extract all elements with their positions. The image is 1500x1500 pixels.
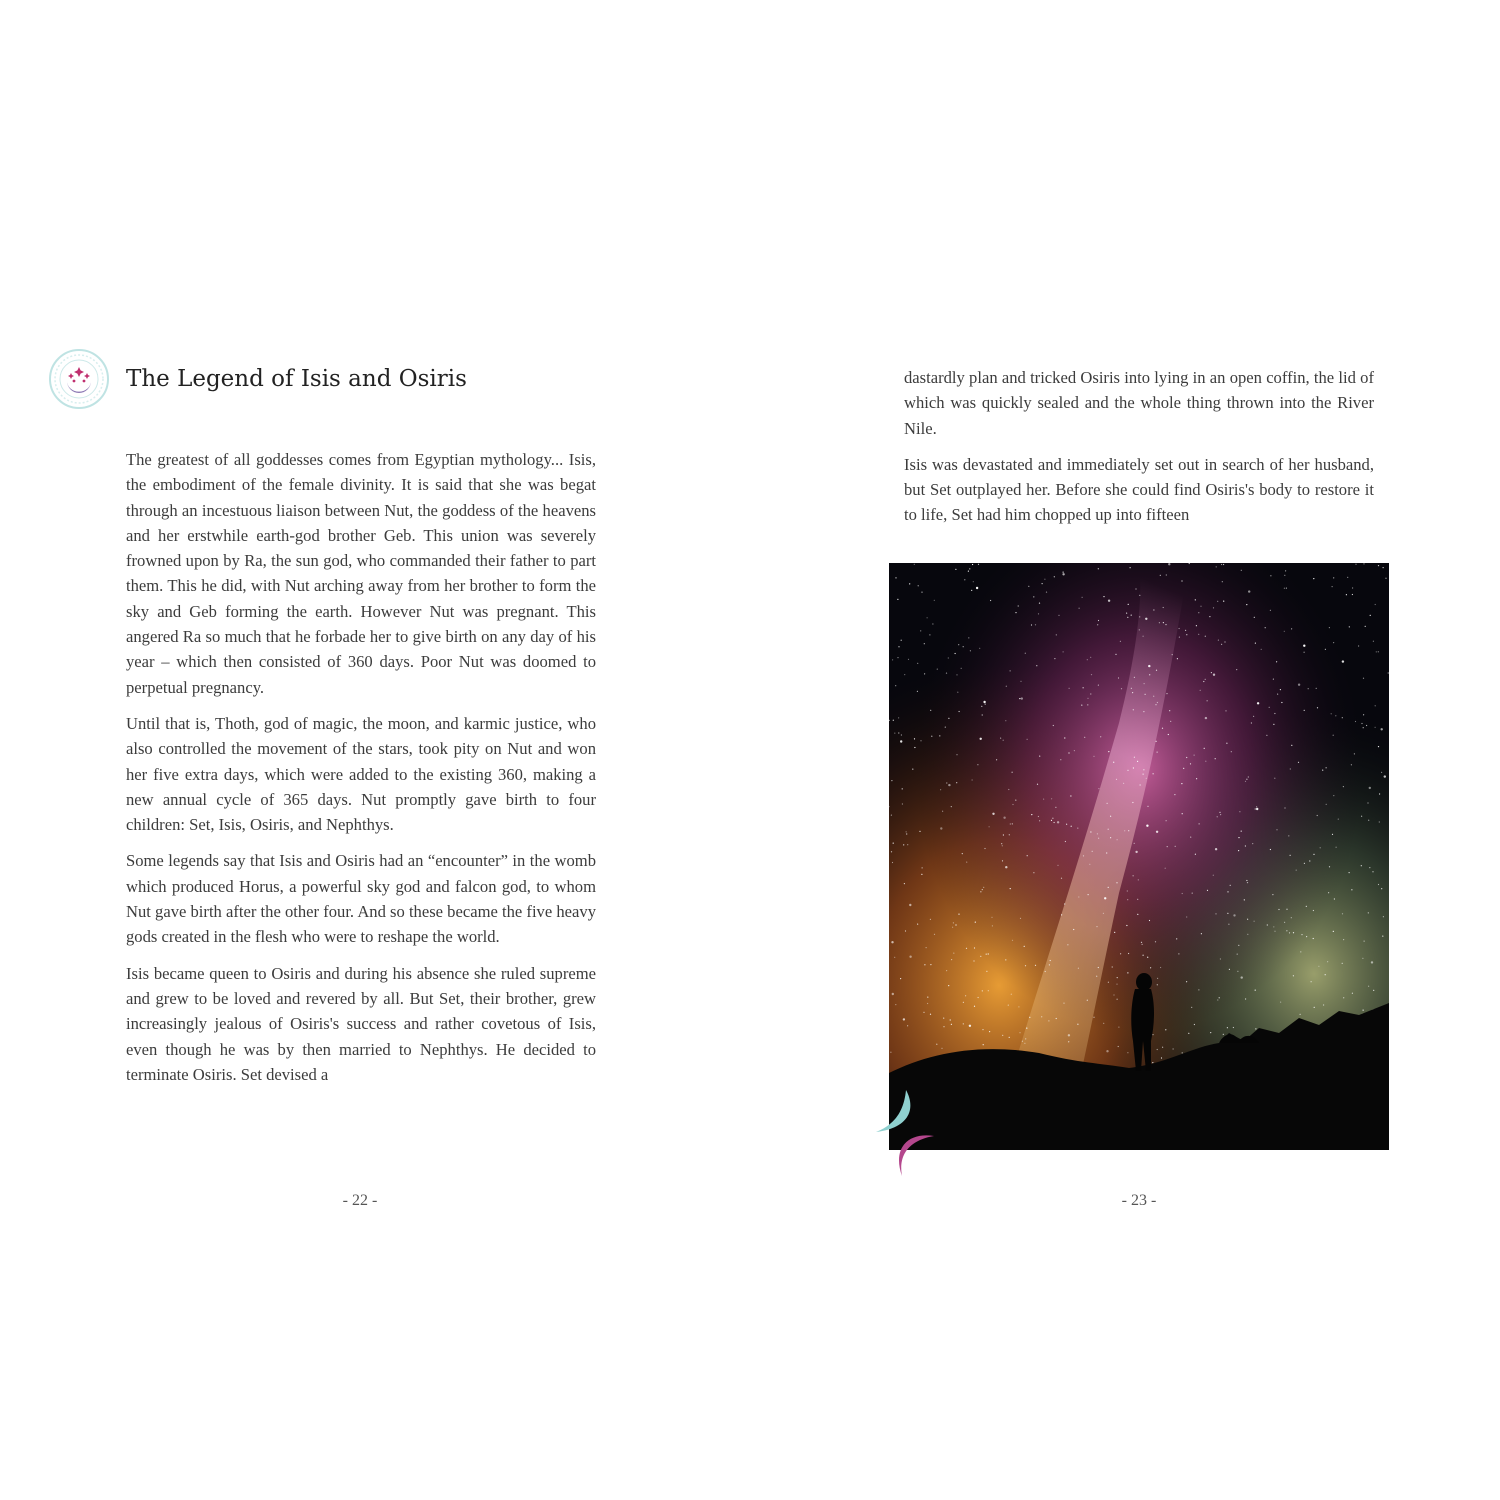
paragraph: Isis was devastated and immediately set out in search of her husband, but Set outplayed her. Before she could find Osiris's body to restore it to life, Set had him chopped up into fifteen: [904, 454, 1374, 525]
crescent-moon-stars-icon: [48, 348, 110, 410]
page-number: - 22 -: [342, 1192, 378, 1209]
paragraph: Until that is, Thoth, god of magic, the moon, and karmic justice, who also controlled the movement of the stars, took pity on Nut and won her five extra days, which were added to the existing 360, making a new annual cycle of 365 days. Nut promptly gave birth to four children: Set, Isis, Osiris, and Nephthys.: [126, 713, 596, 835]
crescent-moons-icon: [868, 1088, 938, 1180]
paragraph: Isis became queen to Osiris and during his absence she ruled supreme and grew to be loved and revered by all. But Set, their brother, grew increasingly jealous of Osiris's success and rather covetous of Isis, even though he was by then married to Nephthys. He decided to terminate Osiris. Set devised a: [126, 963, 596, 1084]
right-page: [750, 0, 1500, 1500]
paragraph: Some legends say that Isis and Osiris had an “encounter” in the womb which produced Horus, a powerful sky god and falcon god, to whom Nut gave birth after the other four. And so these became the five heavy gods created in the flesh who were to reshape the world.: [126, 851, 596, 947]
right-body-text: [904, 365, 1374, 539]
paragraph: dastardly plan and tricked Osiris into lying in an open coffin, the lid of which was quickly sealed and the whole thing thrown into the River Nile.: [904, 368, 1374, 438]
milky-way-photo: [889, 563, 1389, 1150]
chapter-title: The Legend of Isis and Osiris: [126, 366, 467, 392]
page-number: - 23 -: [1121, 1192, 1157, 1209]
left-body-text: [126, 447, 596, 1098]
paragraph: The greatest of all goddesses comes from Egyptian mythology... Isis, the embodiment of the female divinity. It is said that she was begat through an incestuous liaison between Nut, the goddess of the heavens and her erstwhile earth-god brother Geb. This union was severely frowned upon by Ra, the sun god, who commanded their father to part them. This he did, with Nut arching away from her brother to form the sky and Geb forming the earth. However Nut was pregnant. This angered Ra so much that he forbade her to give birth on any day of his year – which then consisted of 360 days. Poor Nut was doomed to perpetual pregnancy.: [126, 450, 596, 697]
